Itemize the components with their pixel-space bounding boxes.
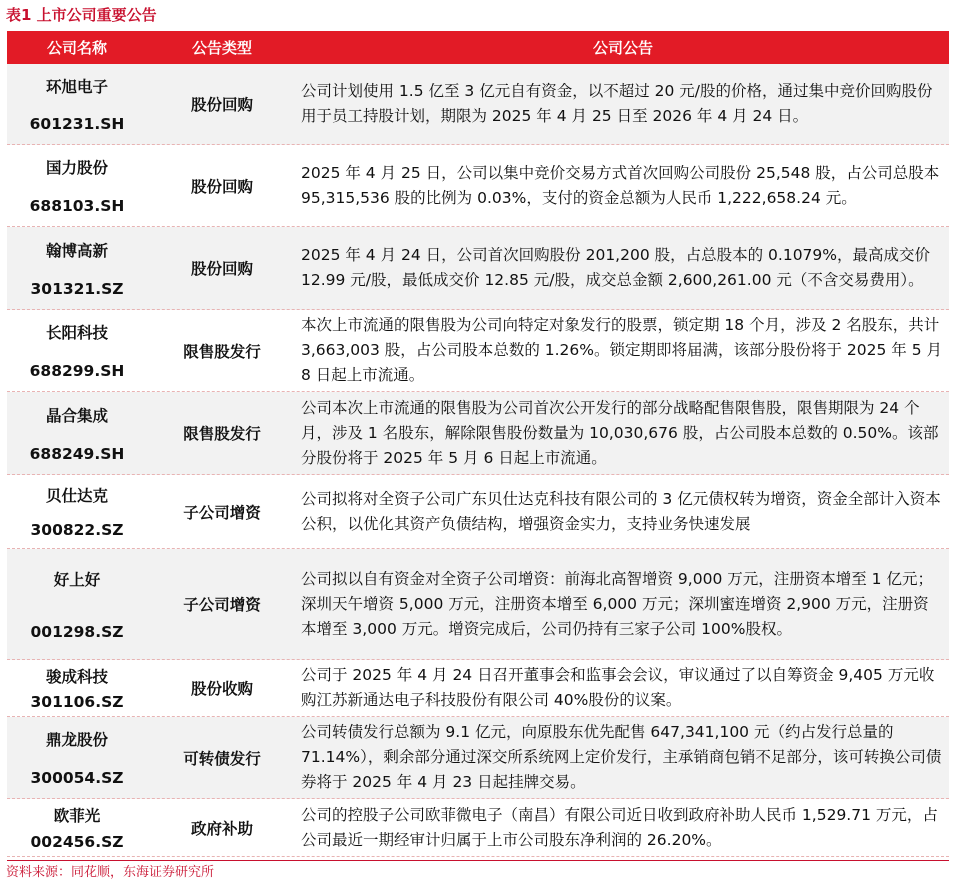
source-divider [7, 860, 949, 861]
company-name: 国力股份 [45, 159, 108, 178]
announcement-cell [297, 64, 949, 144]
announcement-cell [297, 145, 949, 226]
company-cell [7, 549, 147, 659]
company-name: 欧菲光 [53, 807, 101, 826]
type-cell: 股份收购 [190, 680, 253, 698]
company-name: 好上好 [53, 570, 101, 589]
company-code: 002456.SZ [30, 832, 124, 851]
announcement-text: 公司拟以自有资金对全资子公司增资：前海北高智增资 9,000 万元，注册资本增至 1 亿元；深圳天午增资 5,000 万元，注册资本增至 6,000 万元；深圳蜜连增资 2,900 万元，注册资本增至 3,000 万元。增资完成后，公司仍持有三家子公司 100%股权。 [301, 569, 933, 638]
type-cell: 政府补助 [190, 819, 253, 838]
announcement-cell [297, 799, 949, 856]
table-body [7, 64, 949, 857]
company-name: 长阳科技 [45, 324, 108, 343]
table-row [7, 392, 949, 475]
company-cell [7, 310, 147, 391]
table-header [7, 31, 949, 64]
company-code: 301321.SZ [30, 279, 124, 298]
type-cell: 子公司增资 [183, 596, 261, 614]
type-cell: 子公司增资 [183, 503, 261, 522]
company-code: 301106.SZ [30, 693, 124, 711]
table-row [7, 549, 949, 660]
company-cell [7, 799, 147, 856]
announcement-text: 公司本次上市流通的限售股为公司首次公开发行的部分战略配售限售股，限售期限为 24 个月，涉及 1 名股东，解除限售股份数量为 10,030,676 股，占公司股本总数的 0.50%。该部分股份将于 2025 年 5 月 6 日起上市流通。 [301, 398, 939, 467]
table-row [7, 475, 949, 549]
type-cell: 可转债发行 [183, 749, 261, 768]
company-name: 环旭电子 [45, 78, 108, 96]
company-cell [7, 717, 147, 798]
header-company: 公司名称 [46, 39, 107, 57]
type-cell: 限售股发行 [183, 425, 261, 443]
announcement-text: 公司于 2025 年 4 月 24 日召开董事会和监事会会议，审议通过了以自筹资金 9,405 万元收购江苏新通达电子科技股份有限公司 40%股份的议案。 [301, 666, 935, 709]
announcement-cell [297, 392, 949, 474]
header-type: 公告类型 [191, 39, 252, 57]
company-code: 300054.SZ [30, 768, 124, 787]
company-cell [7, 145, 147, 226]
table-row [7, 227, 949, 310]
company-cell [7, 475, 147, 548]
announcement-text: 2025 年 4 月 24 日，公司首次回购股份 201,200 股，占总股本的 0.1079%，最高成交价 12.99 元/股，最低成交价 12.85 元/股，成交总金额 2,600,261.00 元（不含交易费用）。 [301, 246, 931, 289]
table-row [7, 717, 949, 799]
company-code: 601231.SH [29, 115, 125, 133]
announcement-cell [297, 310, 949, 391]
header-announcement: 公司公告 [592, 39, 653, 57]
table-row [7, 310, 949, 392]
table-row [7, 799, 949, 857]
announcement-cell [297, 227, 949, 309]
announcement-text: 本次上市流通的限售股为公司向特定对象发行的股票，锁定期 18 个月，涉及 2 名股东，共计 3,663,003 股，占公司股本总数的 1.26%。锁定期即将届满，该部分股份将于 2025 年 5 月 8 日起上市流通。 [301, 316, 942, 384]
announcement-text: 公司的控股子公司欧菲微电子（南昌）有限公司近日收到政府补助人民币 1,529.71 万元，占公司最近一期经审计归属于上市公司股东净利润的 26.20%。 [301, 805, 938, 849]
company-cell [7, 64, 147, 144]
company-cell [7, 392, 147, 474]
company-code: 300822.SZ [30, 520, 124, 539]
company-name: 贝仕达克 [45, 487, 108, 506]
type-cell: 股份回购 [190, 96, 253, 114]
announcement-text: 2025 年 4 月 25 日，公司以集中竞价交易方式首次回购公司股份 25,548 股，占公司总股本 95,315,536 股的比例为 0.03%，支付的资金总额为人民币 1,222,658.24 元。 [301, 163, 940, 207]
company-code: 001298.SZ [30, 622, 124, 641]
announcement-text: 公司计划使用 1.5 亿至 3 亿元自有资金，以不超过 20 元/股的价格，通过集中竞价回购股份用于员工持股计划，期限为 2025 年 4 月 25 日至 2026 年 4 月 24 日。 [301, 82, 933, 125]
type-cell: 股份回购 [190, 260, 253, 278]
announcement-cell [297, 660, 949, 716]
announcement-cell [297, 717, 949, 798]
company-cell [7, 227, 147, 309]
company-name: 鼎龙股份 [45, 731, 108, 750]
source-note: 资料来源：同花顺，东海证券研究所 [6, 865, 215, 880]
table-row [7, 660, 949, 717]
announcement-cell [297, 475, 949, 548]
company-name: 翰博高新 [45, 241, 108, 260]
table-row [7, 64, 949, 145]
company-code: 688249.SH [29, 444, 125, 463]
company-code: 688103.SH [29, 196, 125, 215]
company-name: 晶合集成 [45, 406, 108, 425]
table-row [7, 145, 949, 227]
announcement-table [7, 31, 949, 857]
company-name: 骏成科技 [45, 668, 108, 686]
type-cell: 限售股发行 [183, 342, 261, 361]
announcement-text: 公司拟将对全资子公司广东贝仕达克科技有限公司的 3 亿元债权转为增资，资金全部计入资本公积，以优化其资产负债结构，增强资金实力，支持业务快速发展 [301, 489, 941, 533]
type-cell: 股份回购 [190, 177, 253, 196]
announcement-cell [297, 549, 949, 659]
announcement-text: 公司转债发行总额为 9.1 亿元，向原股东优先配售 647,341,100 元（约占发行总量的 71.14%），剩余部分通过深交所系统网上定价发行，主承销商包销不足部分，该可转换公司债券将于 2025 年 4 月 23 日起挂牌交易。 [301, 723, 942, 791]
table-title: 表1 上市公司重要公告 [6, 6, 157, 24]
company-cell [7, 660, 147, 716]
company-code: 688299.SH [29, 361, 125, 380]
